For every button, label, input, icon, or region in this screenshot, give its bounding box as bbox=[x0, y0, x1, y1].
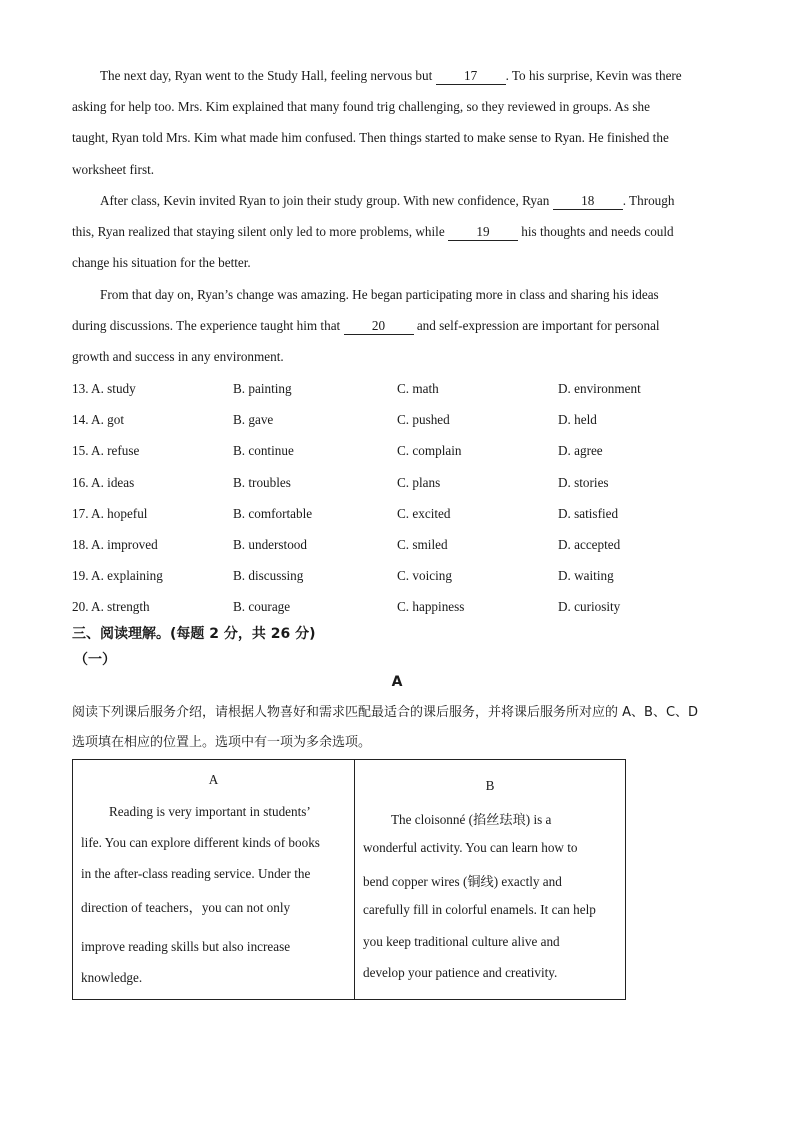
option-a[interactable]: 15. A. refuse bbox=[72, 443, 140, 459]
option-d[interactable]: D. stories bbox=[558, 474, 609, 490]
text-line: growth and success in any environment. bbox=[72, 349, 284, 365]
instruction-line: 阅读下列课后服务介绍，请根据人物喜好和需求匹配最适合的课后服务，并将课后服务所对应的 A、B、C、D bbox=[72, 705, 699, 720]
cloze-paragraph-1 bbox=[72, 60, 722, 185]
option-d[interactable]: D. waiting bbox=[558, 568, 614, 584]
answer-blank-20[interactable]: 20 bbox=[344, 318, 414, 335]
option-b[interactable]: B. discussing bbox=[233, 568, 304, 584]
box-text: bend copper wires (铜线) exactly and bbox=[363, 874, 562, 889]
option-a[interactable]: 18. A. improved bbox=[72, 536, 158, 552]
option-a[interactable]: 17. A. hopeful bbox=[72, 505, 148, 521]
text-line: asking for help too. Mrs. Kim explained that many found trig challenging, so they reviewed in groups. As she bbox=[72, 99, 650, 115]
box-text: improve reading skills but also increase bbox=[81, 939, 291, 954]
service-table bbox=[72, 759, 626, 1000]
option-d[interactable]: D. environment bbox=[558, 381, 641, 396]
answer-blank-17[interactable]: 17 bbox=[436, 68, 506, 85]
option-b[interactable]: B. continue bbox=[233, 443, 294, 459]
subsection-heading: （一） bbox=[74, 652, 116, 668]
text: during discussions. The experience taught him that bbox=[72, 318, 344, 334]
text: this, Ryan realized that staying silent only led to more problems, while bbox=[72, 224, 448, 240]
option-c[interactable]: C. excited bbox=[397, 505, 451, 521]
text-line: taught, Ryan told Mrs. Kim what made him confused. Then things started to make sense to Ryan. He finished the bbox=[72, 130, 669, 146]
option-row-20 bbox=[72, 591, 732, 622]
cloze-paragraph-3 bbox=[72, 279, 722, 373]
option-c[interactable]: C. voicing bbox=[397, 568, 452, 584]
option-row-14 bbox=[72, 404, 732, 435]
option-c[interactable]: C. complain bbox=[397, 443, 462, 459]
text-line: worksheet first. bbox=[72, 161, 155, 177]
text-line: change his situation for the better. bbox=[72, 255, 251, 271]
box-text: you keep traditional culture alive and bbox=[363, 934, 560, 949]
passage-title: A bbox=[391, 674, 403, 690]
box-title: B bbox=[485, 778, 495, 793]
option-a[interactable]: 16. A. ideas bbox=[72, 474, 135, 490]
option-d[interactable]: D. accepted bbox=[558, 536, 621, 552]
option-a[interactable]: 13. A. study bbox=[72, 381, 136, 396]
box-text: life. You can explore different kinds of books bbox=[81, 835, 320, 850]
box-text: knowledge. bbox=[81, 970, 143, 985]
option-c[interactable]: C. math bbox=[397, 381, 439, 396]
instructions bbox=[72, 698, 752, 758]
option-b[interactable]: B. painting bbox=[233, 381, 292, 396]
option-d[interactable]: D. satisfied bbox=[558, 505, 619, 521]
service-box-a bbox=[73, 760, 355, 999]
option-row-13 bbox=[72, 373, 732, 404]
instruction-line: 选项填在相应的位置上。选项中有一项为多余选项。 bbox=[72, 735, 372, 750]
option-c[interactable]: C. plans bbox=[397, 474, 441, 490]
text: The next day, Ryan went to the Study Hall, feeling nervous but bbox=[100, 68, 436, 83]
box-text: direction of teachers，you can not only bbox=[81, 900, 291, 915]
box-text: develop your patience and creativity. bbox=[363, 965, 558, 980]
option-b[interactable]: B. troubles bbox=[233, 474, 291, 490]
answer-options bbox=[72, 373, 732, 623]
service-box-b bbox=[355, 760, 625, 999]
option-row-16 bbox=[72, 467, 732, 498]
option-b[interactable]: B. comfortable bbox=[233, 505, 313, 521]
text: After class, Kevin invited Ryan to join their study group. With new confidence, Ryan bbox=[100, 193, 553, 208]
box-text: wonderful activity. You can learn how to bbox=[363, 840, 578, 855]
text: . Through bbox=[622, 193, 675, 208]
option-b[interactable]: B. courage bbox=[233, 599, 291, 615]
answer-blank-18[interactable]: 18 bbox=[553, 193, 623, 210]
option-c[interactable]: C. smiled bbox=[397, 536, 448, 552]
box-text: Reading is very important in students’ bbox=[109, 804, 311, 819]
option-b[interactable]: B. gave bbox=[233, 412, 274, 428]
box-text: in the after-class reading service. Under the bbox=[81, 866, 311, 881]
option-a[interactable]: 14. A. got bbox=[72, 412, 125, 428]
text: and self-expression are important for personal bbox=[413, 318, 660, 334]
option-c[interactable]: C. pushed bbox=[397, 412, 450, 428]
option-a[interactable]: 20. A. strength bbox=[72, 599, 150, 615]
option-row-19 bbox=[72, 560, 732, 591]
option-a[interactable]: 19. A. explaining bbox=[72, 568, 163, 584]
option-row-15 bbox=[72, 435, 732, 466]
text-line: From that day on, Ryan’s change was amazing. He began participating more in class and sharing his ideas bbox=[100, 287, 659, 302]
option-b[interactable]: B. understood bbox=[233, 536, 307, 552]
text: . To his surprise, Kevin was there bbox=[505, 68, 682, 83]
box-text: The cloisonné (掐丝珐琅) is a bbox=[391, 812, 552, 827]
box-text: carefully fill in colorful enamels. It can help bbox=[363, 902, 596, 917]
option-d[interactable]: D. held bbox=[558, 412, 597, 428]
answer-blank-19[interactable]: 19 bbox=[448, 224, 518, 241]
section-heading: 三、阅读理解。(每题 2 分，共 26 分) bbox=[72, 626, 316, 642]
cloze-paragraph-2 bbox=[72, 185, 722, 279]
box-title: A bbox=[208, 772, 219, 787]
text: his thoughts and needs could bbox=[517, 224, 674, 240]
option-d[interactable]: D. curiosity bbox=[558, 599, 621, 615]
option-row-17 bbox=[72, 498, 732, 529]
option-row-18 bbox=[72, 529, 732, 560]
option-d[interactable]: D. agree bbox=[558, 443, 603, 459]
option-c[interactable]: C. happiness bbox=[397, 599, 465, 615]
